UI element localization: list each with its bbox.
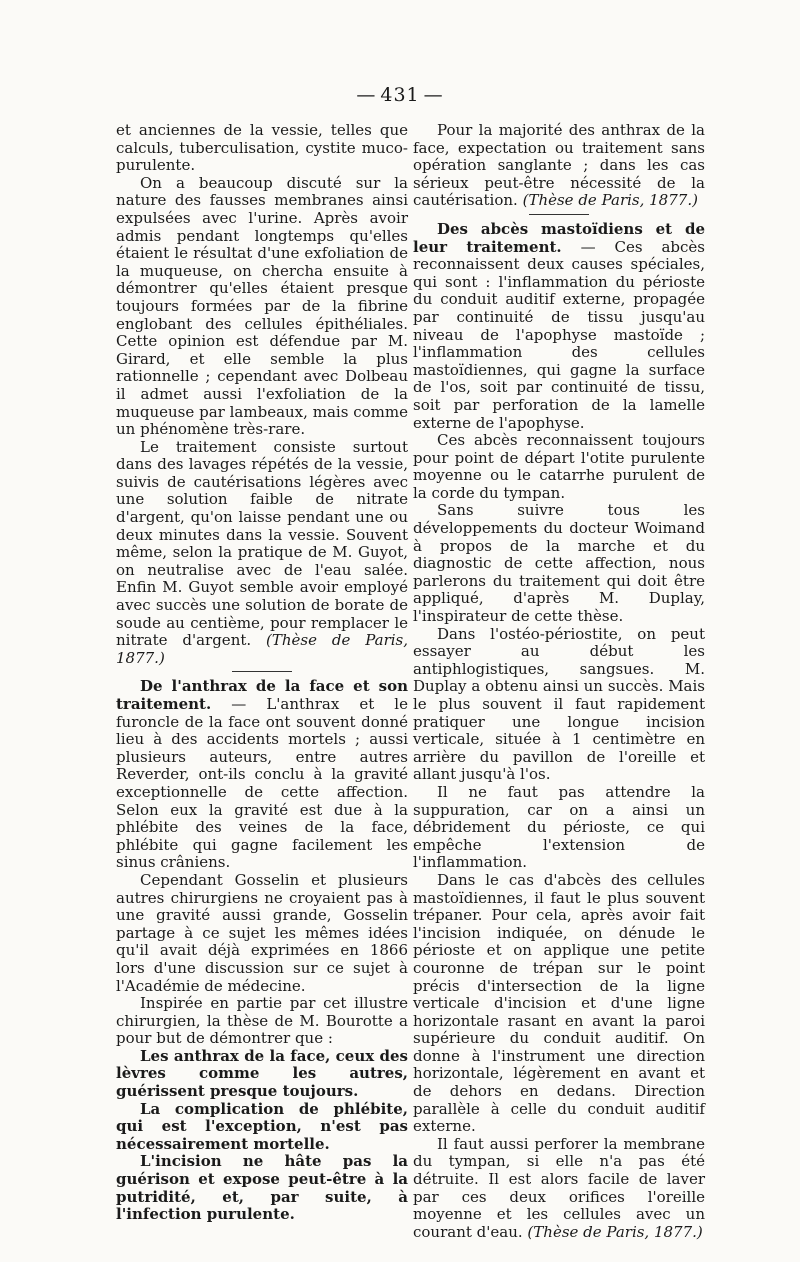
paragraph-text: Ces abcès reconnaissent deux causes spéciales, qui sont : l'inflammation du périoste du conduit auditif externe, propagée par continuité de tissu jusqu'au niveau de l'apophyse mastoïde ; l'inflammation des cellules mastoïdiennes, qui gagne la surface de l'os, soit par continuité de tissu, soit par perforation de la lamelle externe de l'apophyse. [413,237,706,432]
paragraph: On a beaucoup discuté sur la nature des fausses membranes ainsi expulsées avec l'urine. Après avoir admis pendant longtemps qu'elles étaient le résultat d'une exfoliation de la muqueuse, on chercha ensuite à démontrer qu'elles étaient presque toujours formées par de la fibrine englobant des cellules épithéliales. Cette opinion est défendue par M. Girard, et elle semble la plus rationnelle ; cependant avec Dolbeau il admet aussi l'exfoliation de la muqueuse par lambeaux, mais comme un phénomène très-rare. [116,173,408,439]
paragraph-text: Le traitement consiste surtout dans des lavages répétés de la vessie, suivis de cautérisations légères avec une solution faible de nitrate d'argent, qu'on laisse pendant une ou deux minutes dans la vessie. Souvent même, selon la pratique de M. Guyot, on neutralise avec de l'eau salée. Enfin M. Guyot semble avoir employé avec succès une solution de borate de soude au centième, pour remplacer le nitrate d'argent. [116,437,408,650]
paragraph-text: Il faut aussi perforer la membrane du tympan, si elle n'a pas été détruite. Il est alors facile de laver par ces deux orifices l'oreille moyenne et les cellules avec un courant d'eau. [413,1134,705,1241]
section-divider [529,214,589,215]
section-heading: De l'anthrax de la face et son traitement. [116,677,408,713]
section-heading: Des abcès mastoïdiens et de leur traitement. [413,219,705,256]
paragraph: et anciennes de la vessie, telles que calculs, tuberculisation, cystite muco-purulente. [116,121,408,175]
section-paragraph: De l'anthrax de la face et son traitement. — L'anthrax et le furoncle de la face ont souvent donné lieu à des accidents mortels ; aussi plusieurs auteurs, entre autres Reverder, ont-ils conclu à la gravité exceptionnelle de cette affection. Selon eux la gravité est due à la phlébite des veines de la face, phlébite qui gagne facilement les sinus crâniens. [116,677,408,872]
paragraph: Sans suivre tous les développements du docteur Woimand à propos de la marche et du diagnostic de cette affection, nous parlerons du traitement qui doit être appliqué, d'après M. Duplay, l'inspirateur de cette thèse. [413,501,705,626]
citation: (Thèse de Paris, 1877.) [522,191,698,210]
left-column [116,122,408,1224]
section-divider [232,671,292,672]
paragraph [116,439,408,668]
conclusion-item: La complication de phlébite, qui est l'exception, n'est pas nécessairement mortelle. [116,1099,408,1153]
right-column [413,122,705,1241]
conclusion-item: Les anthrax de la face, ceux des lèvres comme les autres, guérissent presque toujours. [116,1046,408,1101]
paragraph-text: Pour la majorité des anthrax de la face, expectation ou traitement sans opération sanglante ; dans les cas sérieux peut-être nécessité de la cautérisation. [413,121,705,210]
citation: (Thèse de Paris, 1877.) [116,631,409,667]
paragraph: Dans le cas d'abcès des cellules mastoïdiennes, il faut le plus souvent trépaner. Pour cela, après avoir fait l'incision indiquée, on dénude le périoste et on applique une petite couronne de trépan sur le point précis d'intersection de la ligne verticale d'incision et d'une ligne horizontale rasant en avant la paroi supérieure du conduit auditif. On donne à l'instrument une direction horizontale, légèrement en avant et de dehors en dedans. Direction parallèle à celle du conduit auditif externe. [413,870,705,1136]
paragraph: Cependant Gosselin et plusieurs autres chirurgiens ne croyaient pas à une gravité aussi grande, Gosselin partage à ce sujet les mêmes idées qu'il avait déjà exprimées en 1866 lors d'une discussion sur ce sujet à l'Académie de médecine. [116,870,408,995]
paragraph [413,122,705,210]
citation: (Thèse de Paris, 1877.) [527,1222,703,1241]
paragraph: Il ne faut pas attendre la suppuration, car on a ainsi un débridement du périoste, ce qui empêche l'extension de l'inflammation. [413,782,705,872]
paragraph [413,1136,705,1242]
section-paragraph: Des abcès mastoïdiens et de leur traitement. — Ces abcès reconnaissent deux causes spéciales, qui sont : l'inflammation du périoste du conduit auditif externe, propagée par continuité de tissu jusqu'au niveau de l'apophyse mastoïde ; l'inflammation des cellules mastoïdiennes, qui gagne la surface de l'os, soit par continuité de tissu, soit par perforation de la lamelle externe de l'apophyse. [413,219,706,432]
paragraph-text: L'anthrax et le furoncle de la face ont souvent donné lieu à des accidents mortels ; aussi plusieurs auteurs, entre autres Reverder, ont-ils conclu à la gravité exceptionnelle de cette affection. Selon eux la gravité est due à la phlébite des veines de la face, phlébite qui gagne facilement les sinus crâniens. [116,695,408,872]
conclusion-item: L'incision ne hâte pas la guérison et expose peut-être à la putridité, et, par suite, à l'infection purulente. [116,1152,408,1224]
paragraph: Dans l'ostéo-périostite, on peut essayer au début les antiphlogistiques, sangsues. M. Duplay a obtenu ainsi un succès. Mais le plus souvent il faut rapidement pratiquer une longue incision verticale, située à 1 centimètre en arrière du pavillon de l'oreille et allant jusqu'à l'os. [413,624,705,784]
page-number: — 431 — [0,84,800,106]
paragraph: Inspirée en partie par cet illustre chirurgien, la thèse de M. Bourotte a pour but de démontrer que : [116,994,408,1048]
paragraph: Ces abcès reconnaissent toujours pour point de départ l'otite purulente moyenne ou le catarrhe purulent de la corde du tympan. [413,431,705,502]
